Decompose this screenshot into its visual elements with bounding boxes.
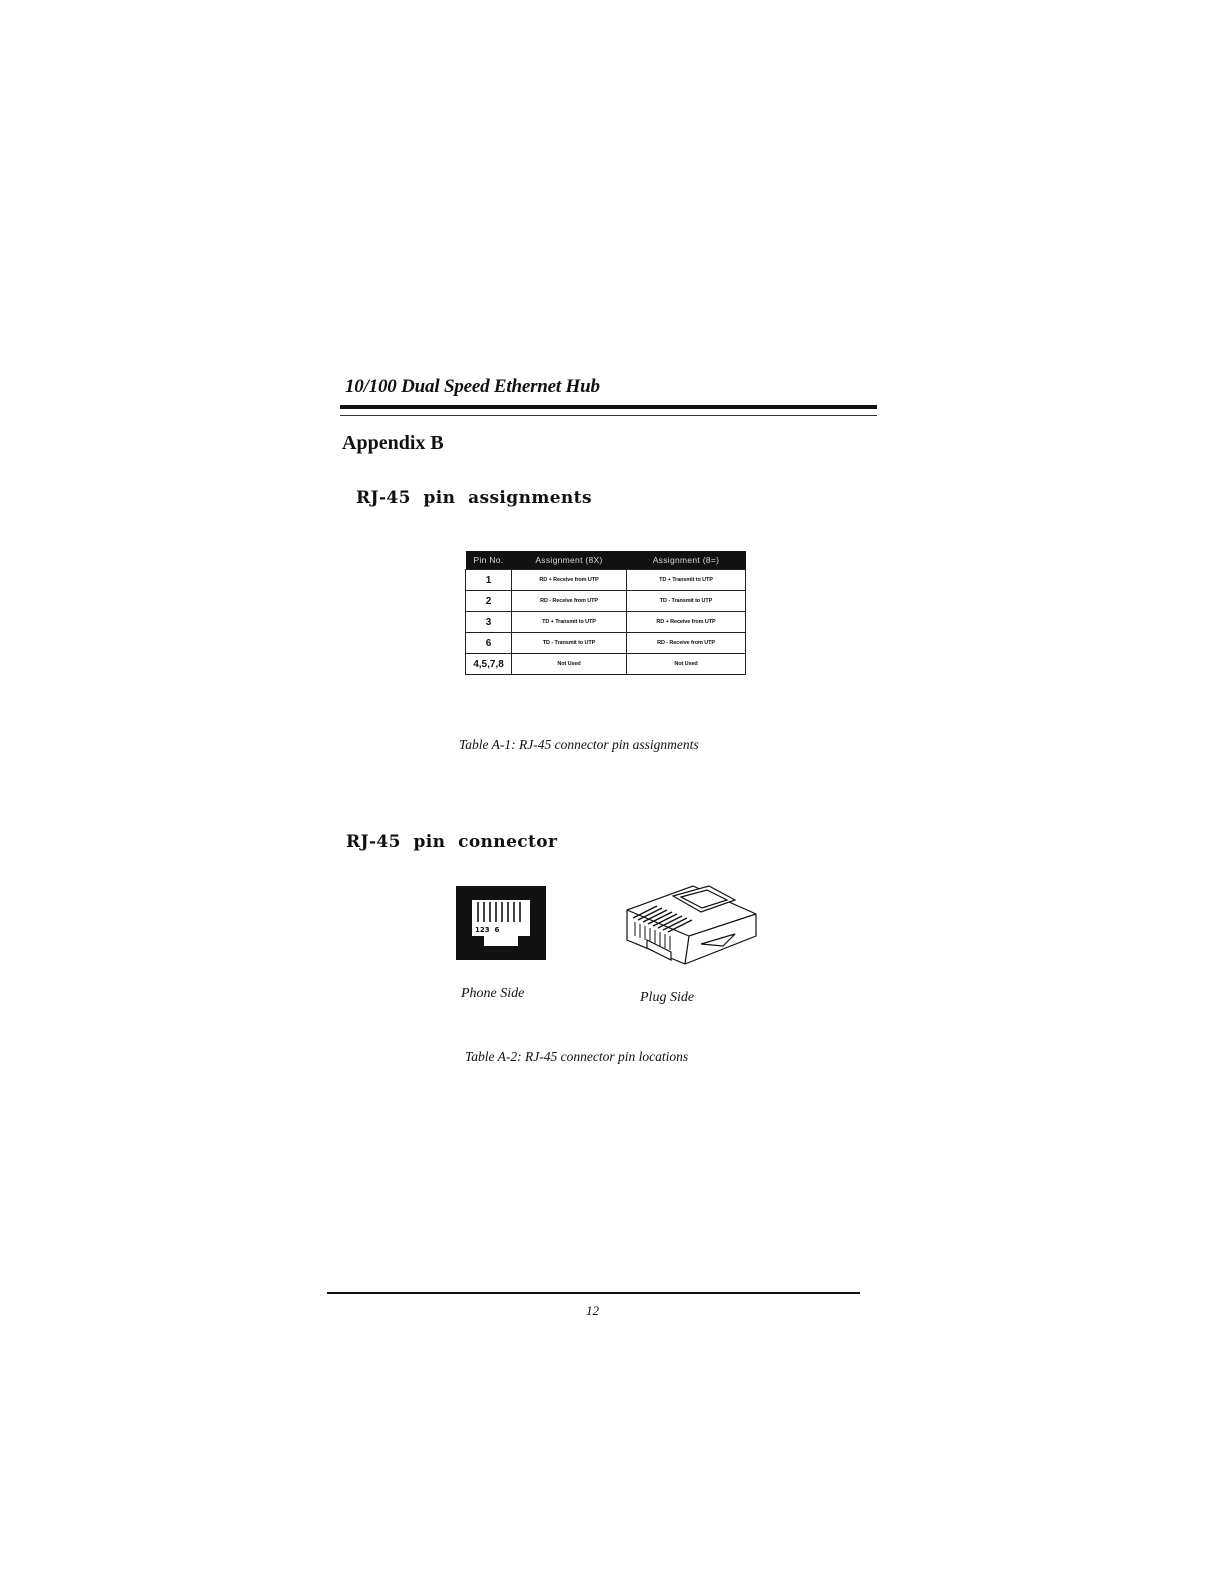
assignment-8eq-cell: TD - Transmit to UTP (627, 591, 746, 612)
assignment-8eq-cell: Not Used (627, 654, 746, 675)
table-row (466, 633, 746, 654)
column-header-assignment-8eq: Assignment (8=) (627, 551, 746, 570)
header-rule-thick (340, 405, 877, 409)
page-number: 12 (586, 1303, 599, 1318)
assignment-8x-cell: Not Used (512, 654, 627, 675)
assignment-8x-cell: RD - Receive from UTP (512, 591, 627, 612)
assignment-8eq-cell: RD - Receive from UTP (627, 633, 746, 654)
table-row (466, 591, 746, 612)
jack-pin-numbers: 123 6 (475, 926, 500, 934)
assignment-8x-cell: RD + Receive from UTP (512, 570, 627, 591)
assignment-8x-cell: TD - Transmit to UTP (512, 633, 627, 654)
pin-assignment-table (465, 551, 746, 675)
table-row (466, 654, 746, 675)
phone-side-jack-icon (456, 886, 546, 960)
assignment-8eq-cell: TD + Transmit to UTP (627, 570, 746, 591)
header-rule-thin (340, 415, 877, 416)
appendix-title: Appendix B (342, 432, 444, 454)
column-header-pin-no: Pin No. (466, 551, 512, 570)
table-row (466, 570, 746, 591)
section-heading-pin-connector: RJ-45 pin connector (346, 832, 558, 852)
table-row (466, 612, 746, 633)
pin-number-cell: 4,5,7,8 (466, 654, 512, 675)
phone-side-label: Phone Side (461, 986, 525, 1001)
pin-number-cell: 2 (466, 591, 512, 612)
plug-side-label: Plug Side (640, 990, 695, 1005)
section-heading-pin-assignments: RJ-45 pin assignments (356, 488, 592, 508)
assignment-8x-cell: TD + Transmit to UTP (512, 612, 627, 633)
table-header-row (466, 551, 746, 570)
column-header-assignment-8x: Assignment (8X) (512, 551, 627, 570)
footer-rule (327, 1292, 860, 1294)
pin-number-cell: 1 (466, 570, 512, 591)
plug-side-connector-icon (623, 884, 758, 966)
pin-number-cell: 6 (466, 633, 512, 654)
table-caption-a2: Table A-2: RJ-45 connector pin locations (465, 1049, 689, 1064)
table-caption-a1: Table A-1: RJ-45 connector pin assignments (459, 737, 699, 752)
pin-number-cell: 3 (466, 612, 512, 633)
assignment-8eq-cell: RD + Receive from UTP (627, 612, 746, 633)
running-header: 10/100 Dual Speed Ethernet Hub (345, 376, 600, 397)
